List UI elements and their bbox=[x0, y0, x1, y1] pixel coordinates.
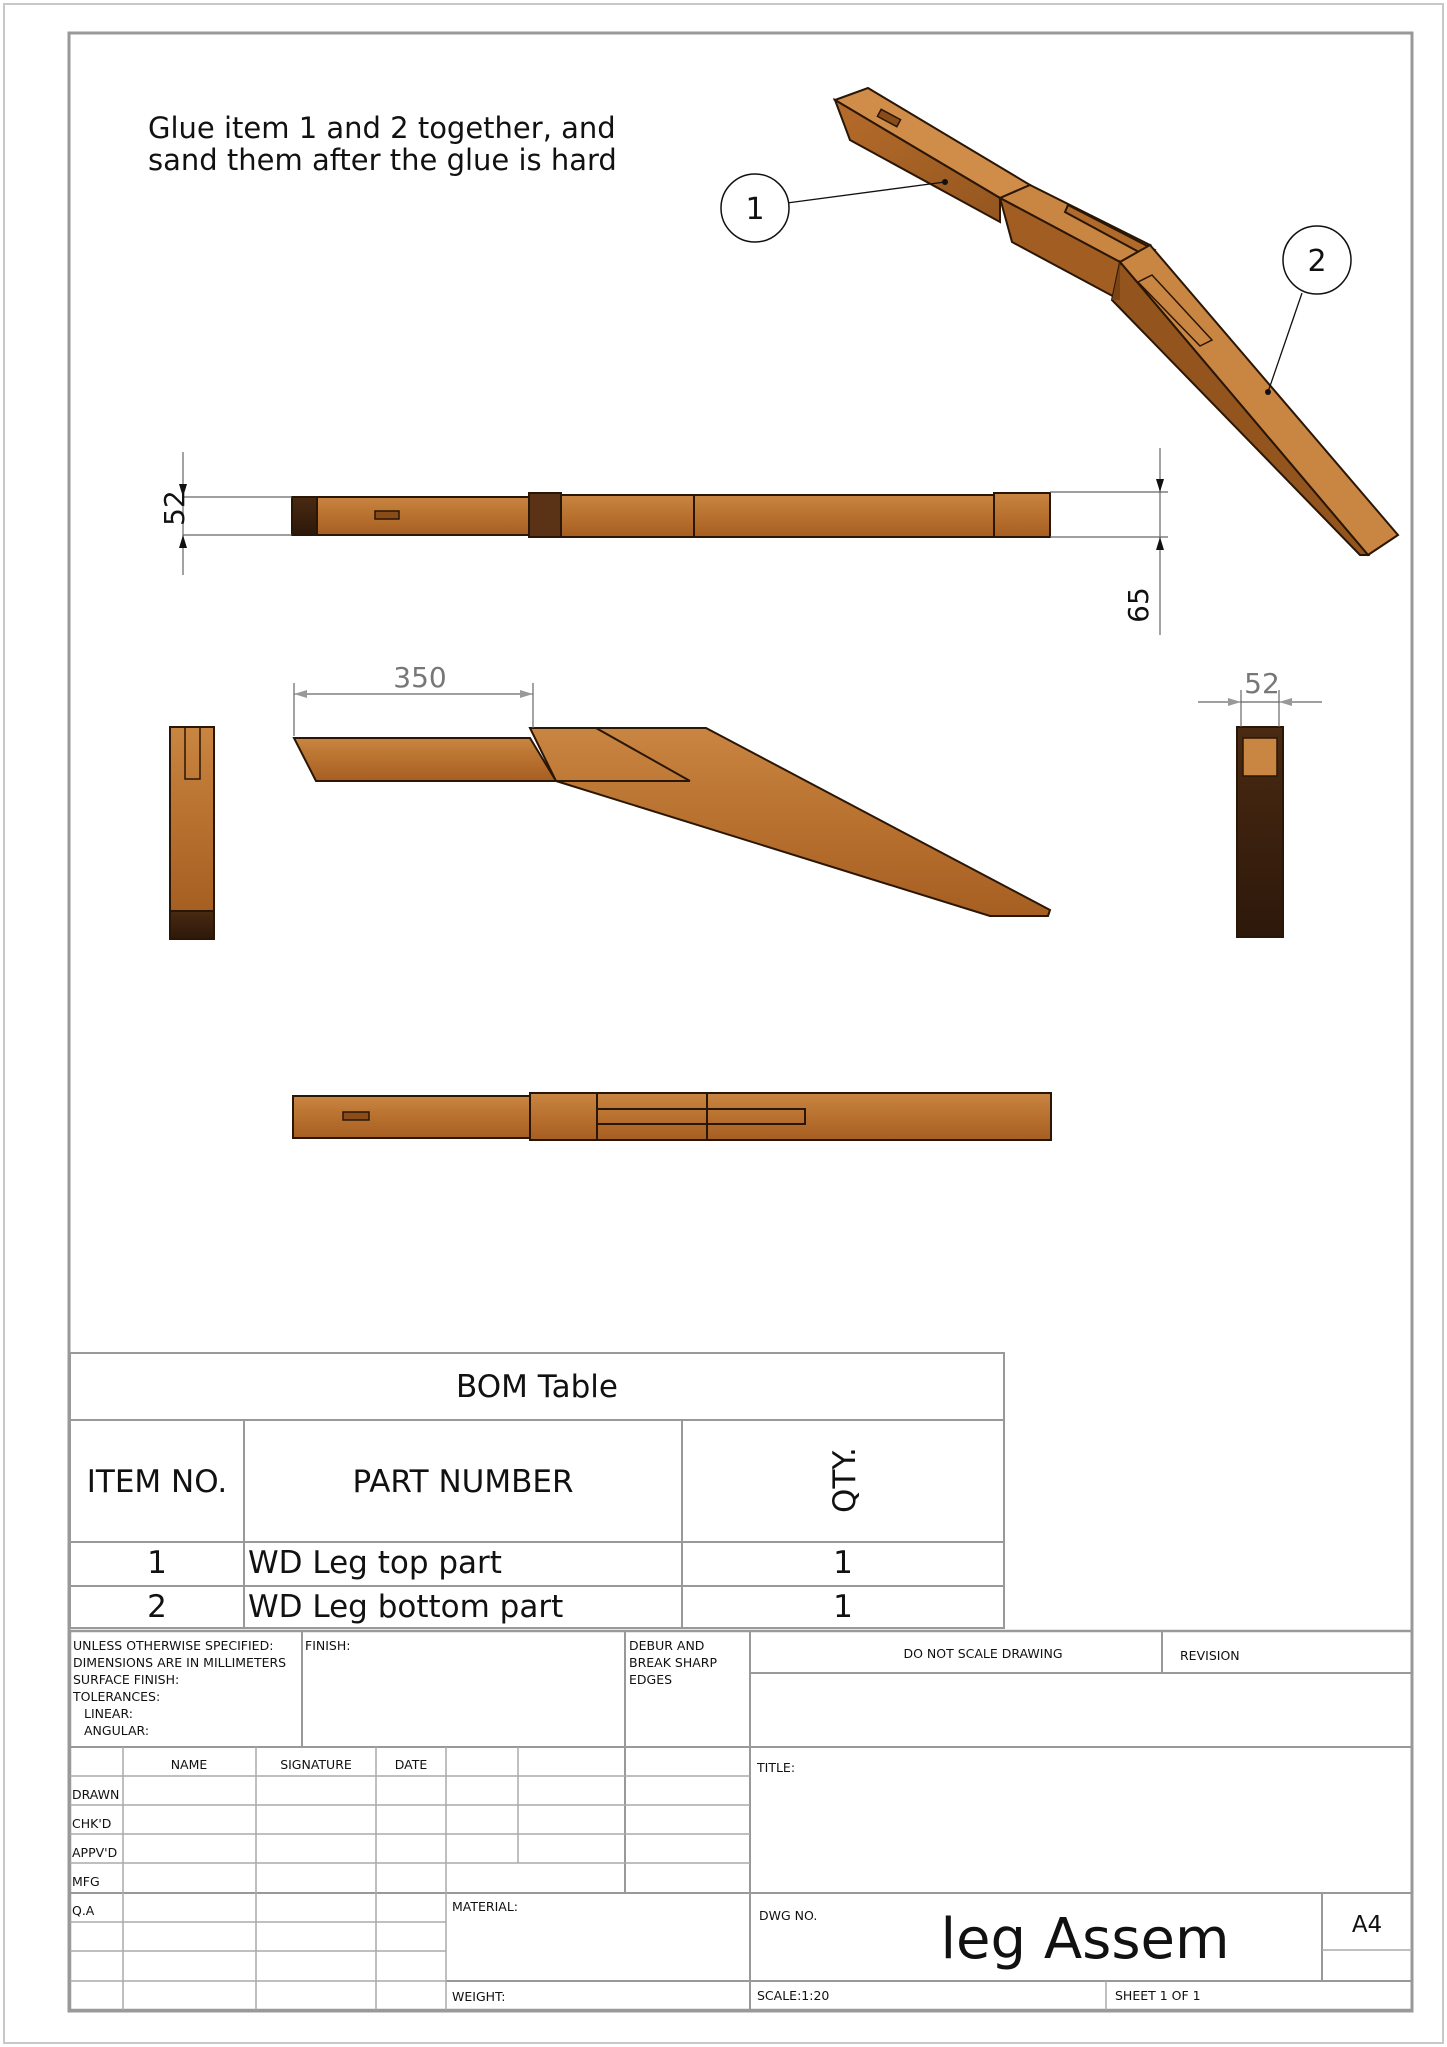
dimension-width-end bbox=[1198, 667, 1322, 727]
tb-unless-3: SURFACE FINISH: bbox=[73, 1672, 180, 1687]
bom-header-qty: QTY. bbox=[827, 1447, 863, 1513]
bom-table bbox=[70, 1353, 1004, 1628]
tb-scale: SCALE:1:20 bbox=[757, 1988, 830, 2003]
bom-row-1-part: WD Leg top part bbox=[248, 1545, 502, 1581]
bom-header-item-no: ITEM NO. bbox=[86, 1464, 228, 1500]
front-view bbox=[292, 493, 1050, 537]
tb-weight: WEIGHT: bbox=[452, 1989, 506, 2004]
tb-unless-1: UNLESS OTHERWISE SPECIFIED: bbox=[73, 1638, 274, 1653]
tb-revision: REVISION bbox=[1180, 1648, 1240, 1663]
tb-row-mfg: MFG bbox=[72, 1874, 100, 1889]
note-line-2: sand them after the glue is hard bbox=[148, 143, 617, 177]
tb-size: A4 bbox=[1351, 1912, 1383, 1938]
right-side-view bbox=[1237, 727, 1283, 937]
elevation-view bbox=[294, 728, 1050, 916]
dimension-length bbox=[294, 661, 533, 736]
tb-sheet: SHEET 1 OF 1 bbox=[1115, 1988, 1201, 2003]
balloon-1 bbox=[721, 174, 948, 242]
tb-row-qa: Q.A bbox=[72, 1903, 95, 1918]
bom-row-2-qty: 1 bbox=[833, 1589, 853, 1625]
balloon-2 bbox=[1265, 226, 1351, 395]
tb-unless-6: ANGULAR: bbox=[84, 1723, 150, 1738]
balloon-1-label: 1 bbox=[745, 192, 765, 227]
dimension-width-end-label: 52 bbox=[1244, 667, 1280, 700]
bom-row-1-qty: 1 bbox=[833, 1545, 853, 1581]
dimension-height-left-label: 52 bbox=[158, 490, 191, 526]
tb-finish: FINISH: bbox=[305, 1638, 351, 1653]
top-view bbox=[293, 1093, 1051, 1140]
tb-row-drawn: DRAWN bbox=[72, 1787, 120, 1802]
bom-row-2-part: WD Leg bottom part bbox=[248, 1589, 564, 1625]
tb-dwg-no-label: DWG NO. bbox=[759, 1908, 818, 1923]
tb-unless-5: LINEAR: bbox=[84, 1706, 133, 1721]
tb-debur-2: BREAK SHARP bbox=[629, 1655, 717, 1670]
tb-row-chkd: CHK'D bbox=[72, 1816, 112, 1831]
bom-title: BOM Table bbox=[456, 1369, 618, 1405]
dimension-length-label: 350 bbox=[393, 661, 447, 694]
outer-border bbox=[4, 4, 1443, 2043]
isometric-view bbox=[835, 88, 1398, 555]
tb-debur-3: EDGES bbox=[629, 1672, 673, 1687]
tb-row-appvd: APPV'D bbox=[72, 1845, 118, 1860]
dimension-height-right-label: 65 bbox=[1122, 587, 1155, 623]
tb-unless-4: TOLERANCES: bbox=[73, 1689, 161, 1704]
tb-dwg-no: leg Assem bbox=[940, 1907, 1230, 1972]
tb-material: MATERIAL: bbox=[452, 1899, 518, 1914]
tb-debur-1: DEBUR AND bbox=[629, 1638, 705, 1653]
note-line-1: Glue item 1 and 2 together, and bbox=[148, 111, 616, 145]
tb-unless-2: DIMENSIONS ARE IN MILLIMETERS bbox=[73, 1655, 287, 1670]
dimension-height-left bbox=[158, 452, 292, 575]
title-block bbox=[70, 1631, 1412, 2010]
bom-header-part-number: PART NUMBER bbox=[352, 1464, 574, 1500]
tb-col-date: DATE bbox=[394, 1757, 428, 1772]
bom-row-1-item: 1 bbox=[147, 1545, 167, 1581]
tb-col-signature: SIGNATURE bbox=[280, 1757, 352, 1772]
bom-row-2-item: 2 bbox=[147, 1589, 167, 1625]
tb-do-not-scale: DO NOT SCALE DRAWING bbox=[903, 1646, 1063, 1661]
tb-col-name: NAME bbox=[170, 1757, 208, 1772]
balloon-2-label: 2 bbox=[1307, 244, 1327, 279]
left-side-view bbox=[170, 727, 214, 939]
dimension-height-right bbox=[1050, 448, 1168, 635]
tb-title-label: TITLE: bbox=[757, 1760, 796, 1775]
